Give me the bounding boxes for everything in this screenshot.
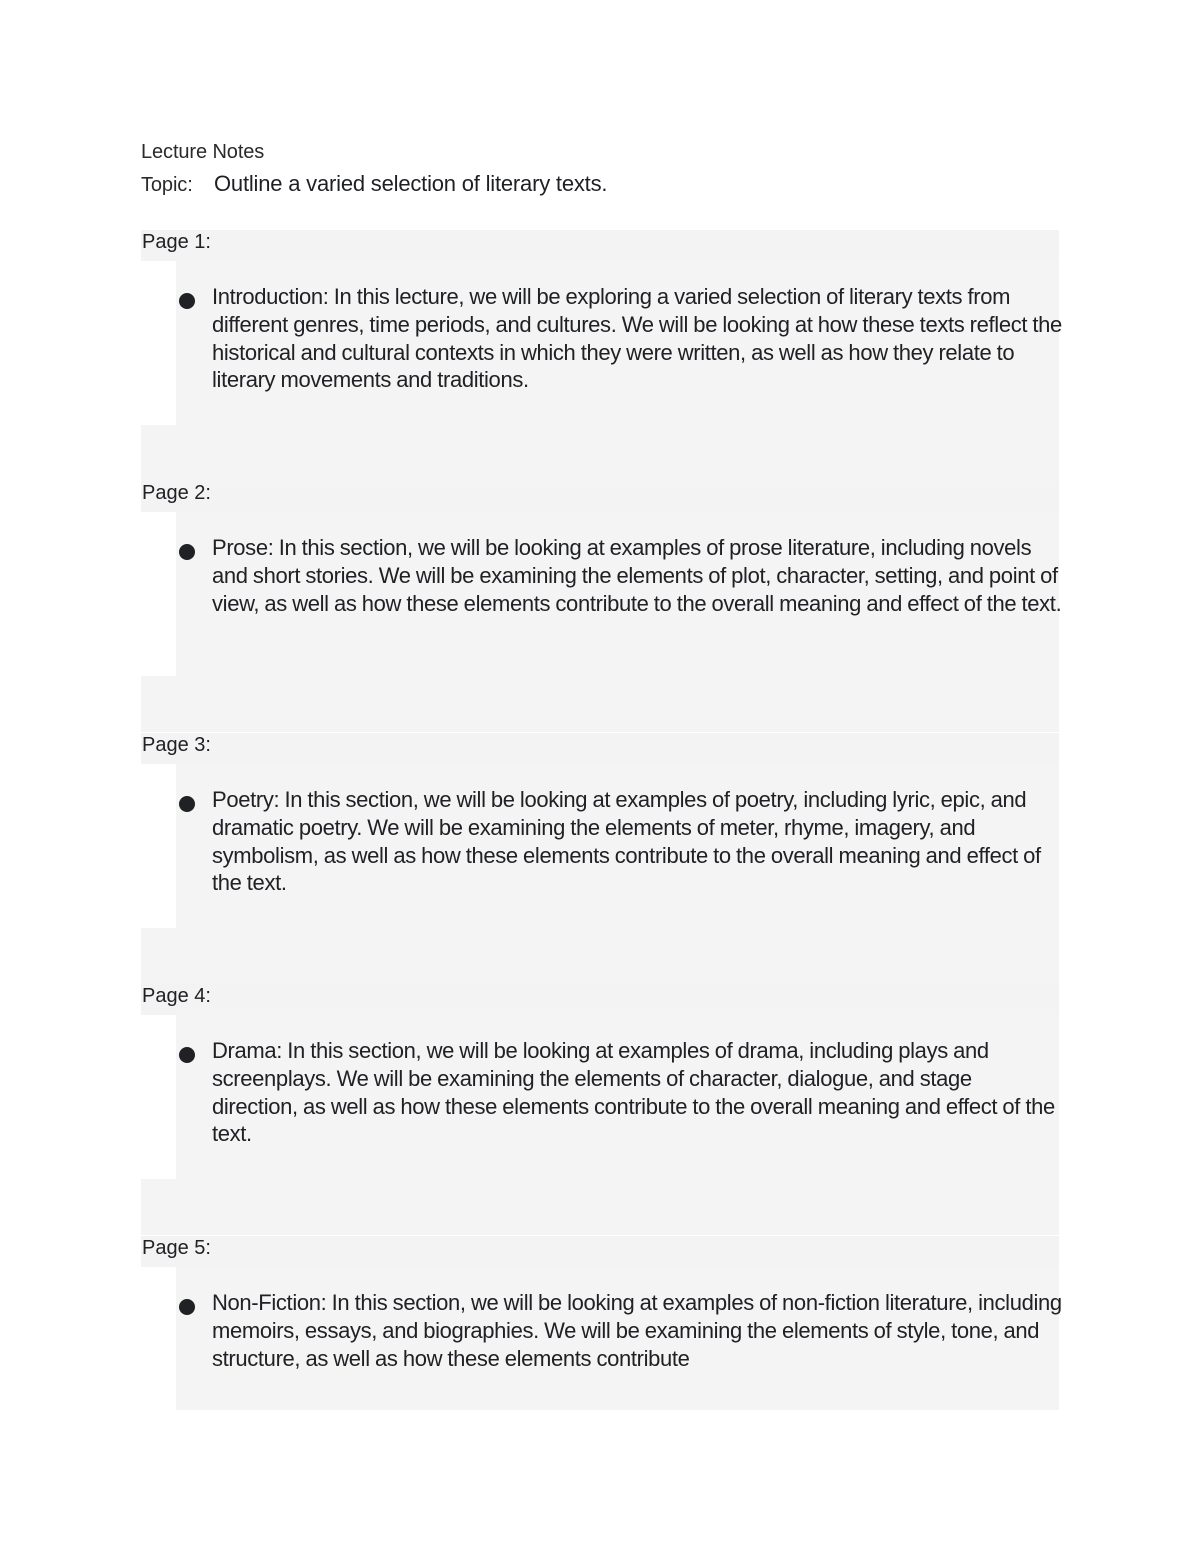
list-item: Introduction: In this lecture, we will be exploring a varied selection of literary texts from different genres, time periods, and cultures. We will be looking at how these texts reflect the historical and cultural contexts in which they were written, as well as how they relate to literary movements and traditions. xyxy=(212,284,1062,393)
page-label-band xyxy=(141,230,1059,261)
document-title: Lecture Notes xyxy=(141,141,265,163)
bullet-icon xyxy=(179,1299,195,1315)
page-label-band xyxy=(141,984,1059,1015)
section-spacer xyxy=(141,928,1059,984)
section-page-2 xyxy=(141,481,1062,732)
page-label: Page 5: xyxy=(142,1237,211,1259)
page-label-band xyxy=(141,1236,1059,1267)
bullet-icon xyxy=(179,1047,195,1063)
section-page-1 xyxy=(141,230,1062,481)
page-label: Page 3: xyxy=(142,734,211,756)
section-spacer xyxy=(141,676,1059,732)
list-item: Poetry: In this section, we will be looking at examples of poetry, including lyric, epic, and dramatic poetry. We will be examining the elements of meter, rhyme, imagery, and symbolism, as well as how these elements contribute to the overall meaning and effect of the text. xyxy=(212,787,1041,896)
topic-row xyxy=(141,171,607,197)
bullet-icon xyxy=(179,796,195,812)
section-spacer xyxy=(141,1179,1059,1235)
section-spacer xyxy=(141,425,1059,481)
list-item: Non-Fiction: In this section, we will be looking at examples of non-fiction literature, including memoirs, essays, and biographies. We will be examining the elements of style, tone, and structure, as well as how these elements contribute xyxy=(212,1290,1062,1371)
page-label: Page 1: xyxy=(142,231,211,253)
page-label-band xyxy=(141,481,1059,512)
page-label: Page 2: xyxy=(142,482,211,504)
topic-value: Outline a varied selection of literary texts. xyxy=(214,171,608,196)
bullet-icon xyxy=(179,544,195,560)
list-item: Prose: In this section, we will be looking at examples of prose literature, including novels and short stories. We will be examining the elements of plot, character, setting, and point of view, as well as how these elements contribute to the overall meaning and effect of the text. xyxy=(212,535,1062,616)
section-page-4 xyxy=(141,984,1059,1235)
page-label-band xyxy=(141,733,1059,764)
page-label: Page 4: xyxy=(142,985,211,1007)
bullet-icon xyxy=(179,293,195,309)
topic-label: Topic: xyxy=(141,174,193,196)
section-page-5 xyxy=(141,1236,1062,1487)
section-page-3 xyxy=(141,733,1059,984)
list-item: Drama: In this section, we will be looking at examples of drama, including plays and screenplays. We will be examining the elements of character, dialogue, and stage direction, as well as how these elements contribute to the overall meaning and effect of the text. xyxy=(212,1038,1055,1147)
